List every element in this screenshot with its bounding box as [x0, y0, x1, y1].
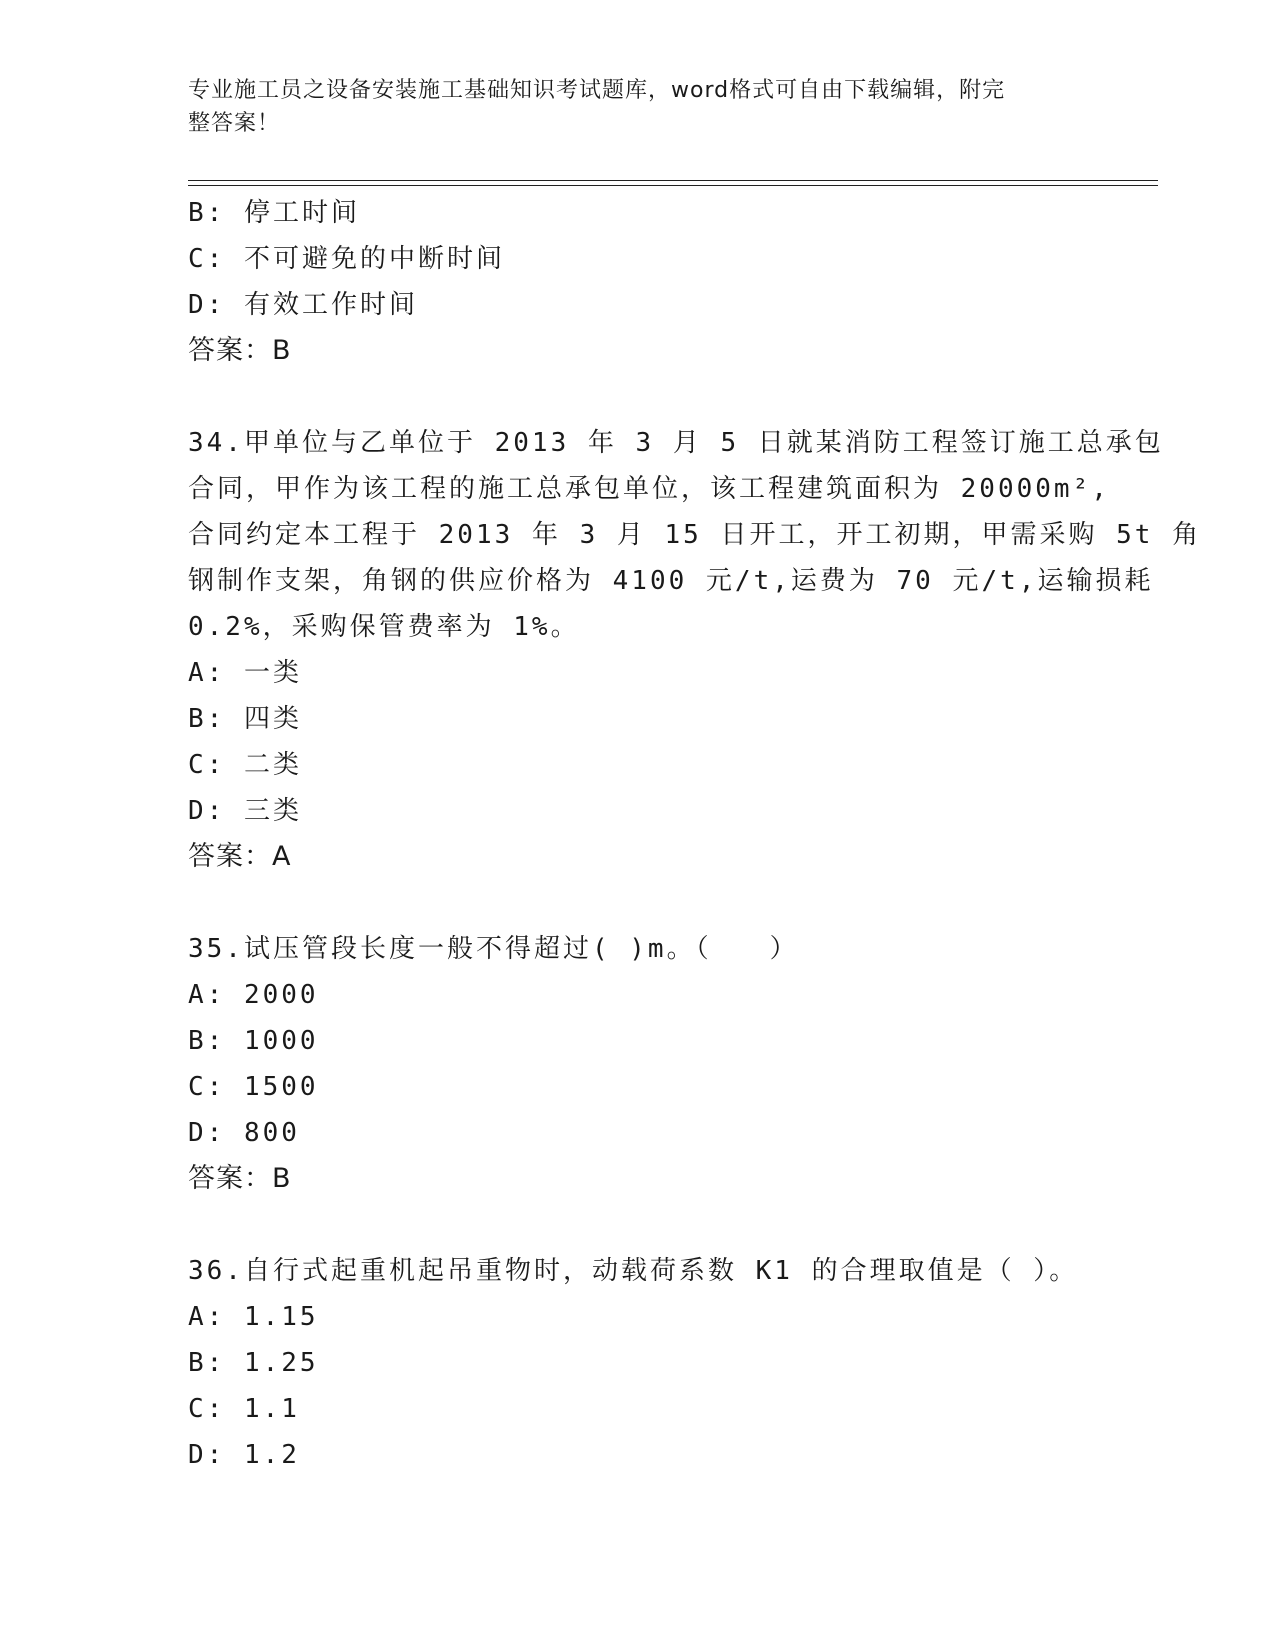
question-stem: 36.自行式起重机起吊重物时，动载荷系数 K1 的合理取值是（ ）。 [188, 1256, 1079, 1286]
question-stem-line: 34.甲单位与乙单位于 2013 年 3 月 5 日就某消防工程签订施工总承包 [188, 428, 1164, 458]
question-stem-line: 合同，甲作为该工程的施工总承包单位，该工程建筑面积为 20000m², [188, 474, 1110, 504]
option-b: B: 1.25 [188, 1348, 319, 1378]
option-d: D: 三类 [188, 796, 302, 826]
option-a: A: 1.15 [188, 1302, 319, 1332]
header-line-2: 整答案！ [188, 111, 281, 136]
question-stem-line: 0.2%，采购保管费率为 1%。 [188, 612, 580, 642]
option-d: D: 800 [188, 1118, 300, 1148]
option-c: C: 1.1 [188, 1394, 300, 1424]
document-header [188, 74, 1078, 140]
header-divider-top [188, 180, 1158, 181]
option-a: A: 一类 [188, 658, 302, 688]
option-d: D: 有效工作时间 [188, 290, 418, 320]
option-b: B: 停工时间 [188, 198, 360, 228]
option-c: C: 不可避免的中断时间 [188, 244, 505, 274]
spacer [188, 1202, 1088, 1248]
option-b: B: 四类 [188, 704, 302, 734]
option-c: C: 1500 [188, 1072, 319, 1102]
header-line-1: 专业施工员之设备安装施工基础知识考试题库，word格式可自由下载编辑，附完 [188, 78, 1006, 103]
answer-line: 答案：B [188, 1163, 292, 1194]
spacer [188, 374, 1088, 420]
document-body [188, 190, 1202, 1478]
answer-line: 答案：A [188, 841, 292, 872]
option-c: C: 二类 [188, 750, 302, 780]
option-b: B: 1000 [188, 1026, 319, 1056]
question-33-continued [188, 190, 1088, 374]
question-36 [188, 1248, 1088, 1478]
option-d: D: 1.2 [188, 1440, 300, 1470]
question-35 [188, 926, 1088, 1202]
answer-line: 答案：B [188, 335, 292, 366]
question-stem-line: 合同约定本工程于 2013 年 3 月 15 日开工，开工初期，甲需采购 5t 角 [188, 520, 1202, 550]
option-a: A: 2000 [188, 980, 319, 1010]
question-34 [188, 420, 1202, 880]
spacer [188, 880, 1088, 926]
question-stem: 35.试压管段长度一般不得超过( )m。（ ） [188, 934, 799, 964]
header-divider-bottom [188, 185, 1158, 186]
question-stem-line: 钢制作支架，角钢的供应价格为 4100 元/t,运费为 70 元/t,运输损耗 [188, 566, 1154, 596]
